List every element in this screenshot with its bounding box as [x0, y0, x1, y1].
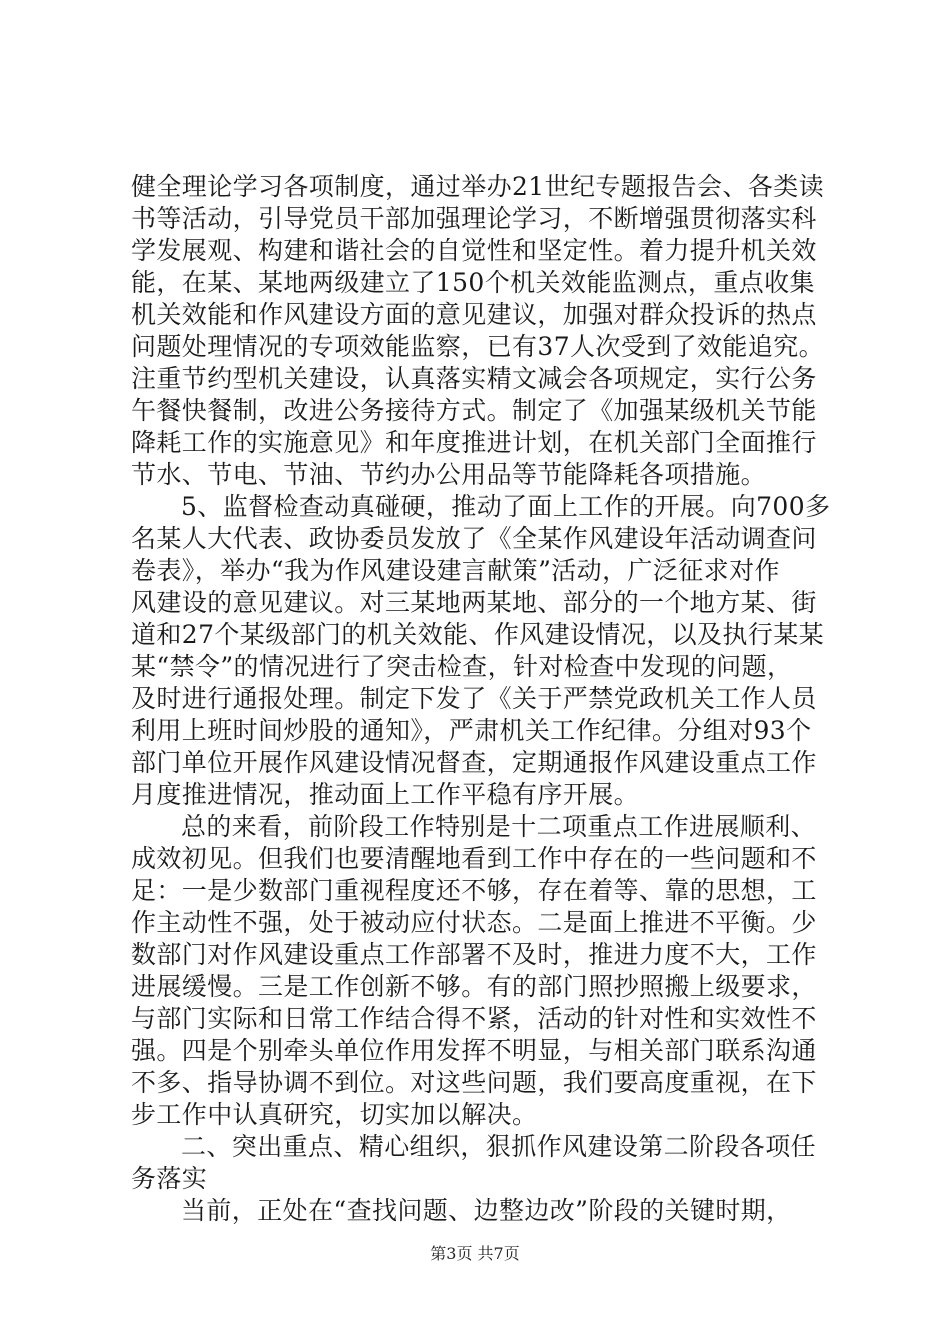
text-line: 健全理论学习各项制度，通过举办21世纪专题报告会、各类读: [131, 172, 825, 201]
paragraph-start-line: 总的来看，前阶段工作特别是十二项重点工作进展顺利、: [181, 812, 817, 841]
text-line: 强。四是个别牵头单位作用发挥不明显，与相关部门联系沟通: [131, 1036, 817, 1065]
section-heading-line: 二、突出重点、精心组织，狠抓作风建设第二阶段各项任: [181, 1132, 817, 1161]
text-line: 足：一是少数部门重视程度还不够，存在着等、靠的思想，工: [131, 876, 817, 905]
text-line: 卷表》，举办“我为作风建设建言献策”活动，广泛征求对作: [131, 556, 780, 585]
page-number-footer: 第3页 共7页: [430, 1244, 520, 1263]
text-line: 步工作中认真研究，切实加以解决。: [131, 1100, 538, 1129]
text-line: 学发展观、构建和谐社会的自觉性和坚定性。着力提升机关效: [131, 236, 817, 265]
text-line: 道和27个某级部门的机关效能、作风建设情况，以及执行某某: [131, 620, 825, 649]
text-line: 作主动性不强，处于被动应付状态。二是面上推进不平衡。少: [131, 908, 817, 937]
text-line: 不多、指导协调不到位。对这些问题，我们要高度重视，在下: [131, 1068, 817, 1097]
paragraph-start-line: 当前，正处在“查找问题、边整边改”阶段的关键时期，: [181, 1196, 792, 1225]
text-line: 注重节约型机关建设，认真落实精文减会各项规定，实行公务: [131, 364, 817, 393]
text-line: 降耗工作的实施意见》和年度推进计划，在机关部门全面推行: [131, 428, 817, 457]
text-line: 风建设的意见建议。对三某地两某地、部分的一个地方某、街: [131, 588, 817, 617]
text-line: 某“禁令”的情况进行了突击检查，针对检查中发现的问题，: [131, 652, 793, 681]
text-line: 成效初见。但我们也要清醒地看到工作中存在的一些问题和不: [131, 844, 817, 873]
text-line: 利用上班时间炒股的通知》，严肃机关工作纪律。分组对93个: [131, 716, 812, 745]
text-line: 进展缓慢。三是工作创新不够。有的部门照抄照搬上级要求，: [131, 972, 817, 1001]
text-line: 午餐快餐制，改进公务接待方式。制定了《加强某级机关节能: [131, 396, 817, 425]
text-line: 数部门对作风建设重点工作部署不及时，推进力度不大，工作: [131, 940, 817, 969]
text-line: 部门单位开展作风建设情况督查，定期通报作风建设重点工作: [131, 748, 817, 777]
paragraph-start-line: 5、监督检查动真碰硬，推动了面上工作的开展。向700多: [181, 492, 831, 521]
text-line: 名某人大代表、政协委员发放了《全某作风建设年活动调查问: [131, 524, 817, 553]
text-line: 问题处理情况的专项效能监察，已有37人次受到了效能追究。: [131, 332, 825, 361]
section-heading-line: 务落实: [131, 1164, 208, 1193]
text-line: 节水、节电、节油、节约办公用品等节能降耗各项措施。: [131, 460, 767, 489]
text-line: 能，在某、某地两级建立了150个机关效能监测点，重点收集: [131, 268, 815, 297]
text-line: 及时进行通报处理。制定下发了《关于严禁党政机关工作人员: [131, 684, 817, 713]
text-line: 书等活动，引导党员干部加强理论学习，不断增强贯彻落实科: [131, 204, 817, 233]
text-line: 月度推进情况，推动面上工作平稳有序开展。: [131, 780, 640, 809]
text-line: 机关效能和作风建设方面的意见建议，加强对群众投诉的热点: [131, 300, 817, 329]
text-line: 与部门实际和日常工作结合得不紧，活动的针对性和实效性不: [131, 1004, 817, 1033]
body-text: [131, 171, 831, 1227]
